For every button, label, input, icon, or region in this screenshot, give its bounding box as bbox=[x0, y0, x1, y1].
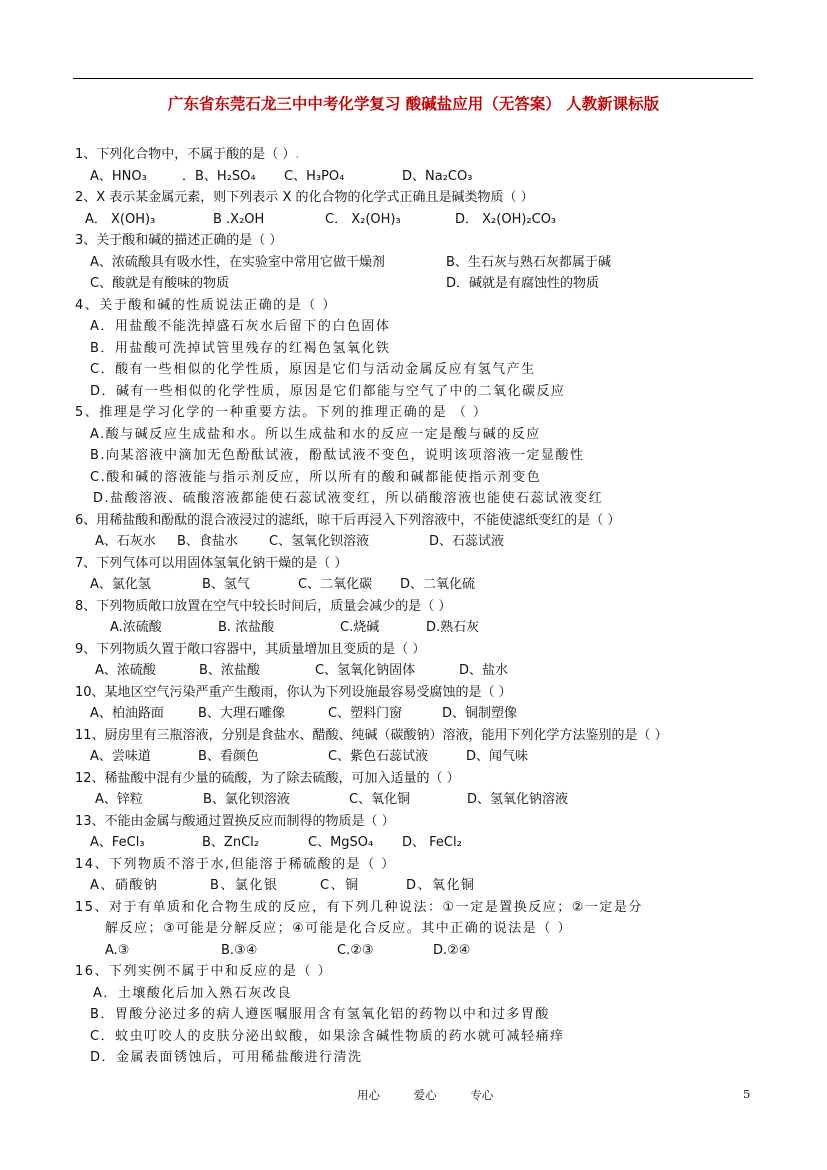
q14-option-a: A、硝酸钠 bbox=[90, 878, 159, 893]
q8-option-a: A.浓硫酸 bbox=[110, 620, 162, 635]
q4-option-d: D．碱有一些相似的化学性质，原因是它们都能与空气了中的二氧化碳反应 bbox=[90, 383, 566, 399]
q3-option-c: C、酸就是有酸味的物质 bbox=[90, 276, 230, 291]
q12-option-d: D、氢氧化钠溶液 bbox=[467, 792, 569, 807]
q8-stem: 8、下列物质敞口放置在空气中较长时间后，质量会减少的是（ ） bbox=[75, 598, 452, 614]
footer-mottos bbox=[357, 1087, 523, 1103]
q6-option-a: A、石灰水 bbox=[95, 534, 156, 549]
page-number: 5 bbox=[743, 1087, 751, 1101]
q11-options bbox=[75, 746, 785, 768]
q10-option-b: B、大理石雕像 bbox=[198, 706, 285, 721]
q1-options bbox=[75, 166, 785, 188]
q10-options bbox=[75, 703, 785, 725]
footer-motto-2: 爱心 bbox=[413, 1088, 437, 1102]
q11-option-b: B、看颜色 bbox=[198, 749, 259, 764]
q2-option-d: D． X₂(OH)₂CO₃ bbox=[455, 211, 557, 227]
q5-option-b: B.向某溶液中滴加无色酚酞试液，酚酞试液不变色，说明该项溶液一定显酸性 bbox=[90, 448, 585, 463]
q7-options bbox=[75, 574, 785, 596]
q12-option-c: C、氧化铜 bbox=[349, 792, 411, 807]
q3-stem: 3、关于酸和碱的描述正确的是（ ） bbox=[75, 233, 283, 248]
q5-option-c: C.酸和碱的溶液能与指示剂反应，所以所有的酸和碱都能使指示剂变色 bbox=[90, 469, 542, 485]
q15-option-a: A.③ bbox=[105, 942, 130, 958]
q6-option-b: B、食盐水 bbox=[177, 534, 238, 549]
q14-option-b: B、氯化银 bbox=[210, 878, 279, 893]
q8-options bbox=[75, 617, 785, 639]
q2-options bbox=[75, 209, 785, 231]
q14-options bbox=[75, 875, 785, 897]
q11-stem: 11、厨房里有三瓶溶液，分别是食盐水、醋酸、纯碱（碳酸钠）溶液，能用下列化学方法鉴别的是（ ） bbox=[75, 727, 668, 743]
footer-motto-1: 用心 bbox=[357, 1088, 380, 1102]
q8-option-d: D.熟石灰 bbox=[426, 620, 480, 635]
q10-option-c: C、塑料门窗 bbox=[328, 706, 403, 721]
q1-option-d: D、Na₂CO₃ bbox=[402, 168, 473, 184]
q7-stem: 7、下列气体可以用固体氢氧化钠干燥的是（ ） bbox=[75, 555, 348, 571]
q10-option-d: D、铜制塑像 bbox=[442, 706, 518, 721]
q11-option-c: C、紫色石蕊试液 bbox=[328, 749, 429, 764]
q3-option-b: B、生石灰与熟石灰都属于碱 bbox=[446, 254, 611, 270]
footer-motto-3: 专心 bbox=[470, 1088, 494, 1102]
q15-stem-continued: 解反应；③可能是分解反应；④可能是化合反应。其中正确的说法是（ ） bbox=[105, 921, 572, 936]
q9-option-b: B、浓盐酸 bbox=[199, 663, 260, 678]
q16-option-b: B．胃酸分泌过多的病人遵医嘱服用含有氢氧化铝的药物以中和过多胃酸 bbox=[90, 1007, 550, 1022]
q10-option-a: A、柏油路面 bbox=[90, 706, 164, 721]
q16-stem: 16、下列实例不属于中和反应的是（ ） bbox=[75, 964, 333, 979]
q7-option-c: C、二氧化碳 bbox=[298, 577, 373, 592]
q15-option-d: D.②④ bbox=[433, 942, 471, 958]
q13-option-c: C、MgSO₄ bbox=[308, 835, 374, 850]
q14-stem: 14、下列物质不溶于水,但能溶于稀硫酸的是（ ） bbox=[75, 856, 396, 872]
q15-stem: 15、对于有单质和化合物生成的反应，有下列几种说法：①一定是置换反应；②一定是分 bbox=[75, 899, 643, 915]
q2-option-a: A． X(OH)₃ bbox=[85, 211, 156, 227]
q11-option-d: D、闻气味 bbox=[466, 749, 529, 764]
q1-option-a: A、HNO₃ bbox=[90, 168, 147, 184]
q3-option-d: D．碱就是有腐蚀性的物质 bbox=[446, 276, 600, 291]
q11-option-a: A、尝味道 bbox=[90, 749, 151, 764]
q4-option-a: A．用盐酸不能洗掉盛石灰水后留下的白色固体 bbox=[90, 319, 391, 334]
q5-option-d: D.盐酸溶液、硫酸溶液都能使石蕊试液变红，所以硝酸溶液也能使石蕊试液变红 bbox=[93, 491, 604, 506]
q8-option-b: B. 浓盐酸 bbox=[218, 620, 275, 635]
q8-option-c: C.烧碱 bbox=[340, 620, 380, 635]
q6-option-c: C、氢氧化钡溶液 bbox=[269, 534, 370, 549]
q2-option-b: B .X₂OH bbox=[213, 211, 265, 227]
q14-option-c: C、铜 bbox=[320, 878, 360, 893]
q9-stem: 9、下列物质久置于敞口容器中，其质量增加且变质的是（ ） bbox=[75, 641, 426, 657]
q7-option-b: B、氢气 bbox=[202, 577, 250, 592]
q12-stem: 12、稀盐酸中混有少量的硫酸，为了除去硫酸，可加入适量的（ ） bbox=[75, 770, 460, 786]
q7-option-d: D、二氧化硫 bbox=[400, 577, 476, 592]
q14-option-d: D、氧化铜 bbox=[406, 878, 476, 893]
q5-stem: 5、推理是学习化学的一种重要方法。下列的推理正确的是 （ ） bbox=[75, 405, 488, 420]
q7-option-a: A、氯化氢 bbox=[90, 577, 151, 592]
q3-options-ab bbox=[75, 252, 785, 274]
question-list bbox=[75, 144, 785, 1069]
q12-option-b: B、氯化钡溶液 bbox=[203, 792, 290, 807]
q16-option-a: A．土壤酸化后加入熟石灰改良 bbox=[93, 985, 292, 1001]
q15-options bbox=[75, 940, 785, 962]
q6-options bbox=[75, 531, 785, 553]
q1-stem: 1、下列化合物中，不属于酸的是（ ）. bbox=[75, 147, 300, 162]
q15-option-b: B.③④ bbox=[221, 942, 258, 958]
q5-option-a: A.酸与碱反应生成盐和水。所以生成盐和水的反应一定是酸与碱的反应 bbox=[90, 426, 541, 442]
q9-option-a: A、浓硫酸 bbox=[95, 663, 156, 678]
q6-option-d: D、石蕊试液 bbox=[429, 534, 505, 549]
q3-options-cd bbox=[75, 273, 785, 295]
q9-option-c: C、氢氧化钠固体 bbox=[315, 663, 416, 678]
q13-options bbox=[75, 832, 785, 854]
q13-option-d: D、 FeCl₂ bbox=[402, 835, 462, 850]
q6-stem: 6、用稀盐酸和酚酞的混合液浸过的滤纸，晾干后再浸入下列溶液中，不能使滤纸变红的是（ ） bbox=[75, 512, 621, 528]
q4-option-c: C．酸有一些相似的化学性质，原因是它们与活动金属反应有氢气产生 bbox=[90, 362, 536, 377]
q9-options bbox=[75, 660, 785, 682]
header-rule bbox=[73, 78, 753, 79]
q13-option-a: A、FeCl₃ bbox=[90, 835, 145, 850]
document-title: 广东省东莞石龙三中中考化学复习 酸碱盐应用（无答案） 人教新课标版 bbox=[167, 94, 660, 113]
q12-option-a: A、锌粒 bbox=[95, 792, 143, 807]
q2-option-c: C． X₂(OH)₃ bbox=[325, 211, 401, 227]
q13-stem: 13、不能由金属与酸通过置换反应而制得的物质是（ ） bbox=[75, 813, 395, 829]
q1-option-b: ．B、H₂SO₄ bbox=[182, 168, 256, 184]
q4-stem: 4、关于酸和碱的性质说法正确的是（ ） bbox=[75, 297, 337, 313]
q12-options bbox=[75, 789, 785, 811]
q1-option-c: C、H₃PO₄ bbox=[284, 168, 345, 184]
q10-stem: 10、某地区空气污染严重产生酸雨，你认为下列设施最容易受腐蚀的是（ ） bbox=[75, 684, 512, 700]
q3-option-a: A、浓硫酸具有吸水性，在实验室中常用它做干燥剂 bbox=[90, 254, 385, 270]
q16-option-c: C．蚊虫叮咬人的皮肤分泌出蚁酸，如果涂含碱性物质的药水就可减轻痛痒 bbox=[90, 1028, 565, 1044]
q13-option-b: B、ZnCl₂ bbox=[202, 835, 259, 850]
q4-option-b: B．用盐酸可洗掉试管里残存的红褐色氢氧化铁 bbox=[90, 340, 391, 356]
q2-stem: 2、X 表示某金属元素，则下列表示 X 的化合物的化学式正确且是碱类物质（ ） bbox=[75, 190, 534, 205]
q9-option-d: D、盐水 bbox=[459, 663, 509, 678]
q15-option-c: C.②③ bbox=[337, 942, 374, 958]
q16-option-d: D．金属表面锈蚀后，可用稀盐酸进行清洗 bbox=[90, 1050, 363, 1065]
